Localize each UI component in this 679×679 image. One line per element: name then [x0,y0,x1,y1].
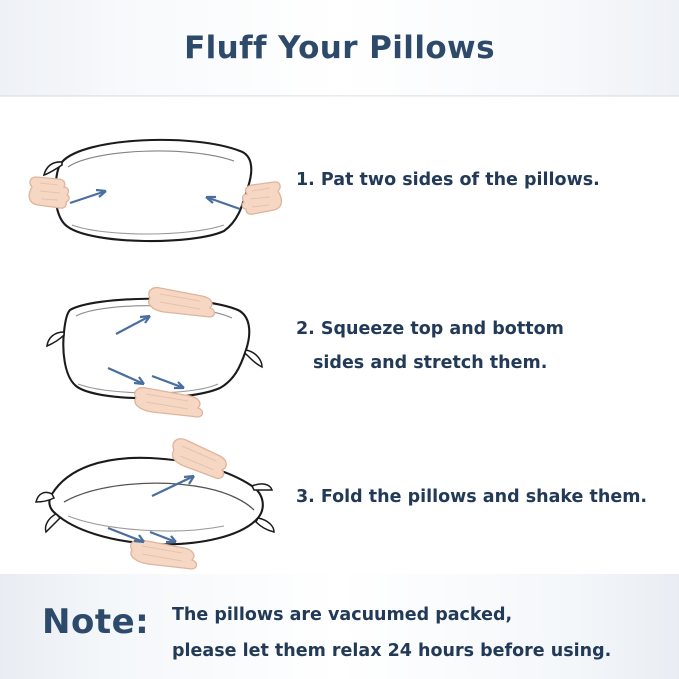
step-1-illustration [24,117,286,267]
pillow-fold-shake-icon [24,432,286,577]
note-label: Note: [42,602,150,642]
page-title: Fluff Your Pillows [184,30,495,66]
step-1 [0,117,679,267]
right-hand-icon [242,182,281,214]
pillow-pat-two-sides-icon [24,117,286,267]
step-2-text [296,312,666,380]
note-band [0,574,679,679]
note-line-2: please let them relax 24 hours before using. [172,640,612,661]
steps-area [0,97,679,574]
step-2-illustration [24,272,286,422]
step-3 [0,432,679,577]
step-1-text: 1. Pat two sides of the pillows. [296,170,600,190]
note-line-1: The pillows are vacuumed packed, [172,605,513,625]
step-2 [0,272,679,432]
step-2-text-line1: 2. Squeeze top and bottom [296,319,564,339]
step-3-illustration [24,432,286,582]
note-text [172,598,652,670]
step-3-text: 3. Fold the pillows and shake them. [296,487,648,507]
pillow-squeeze-stretch-icon [24,272,286,432]
left-hand-icon [29,177,69,208]
step-2-text-line2: sides and stretch them. [313,353,548,374]
